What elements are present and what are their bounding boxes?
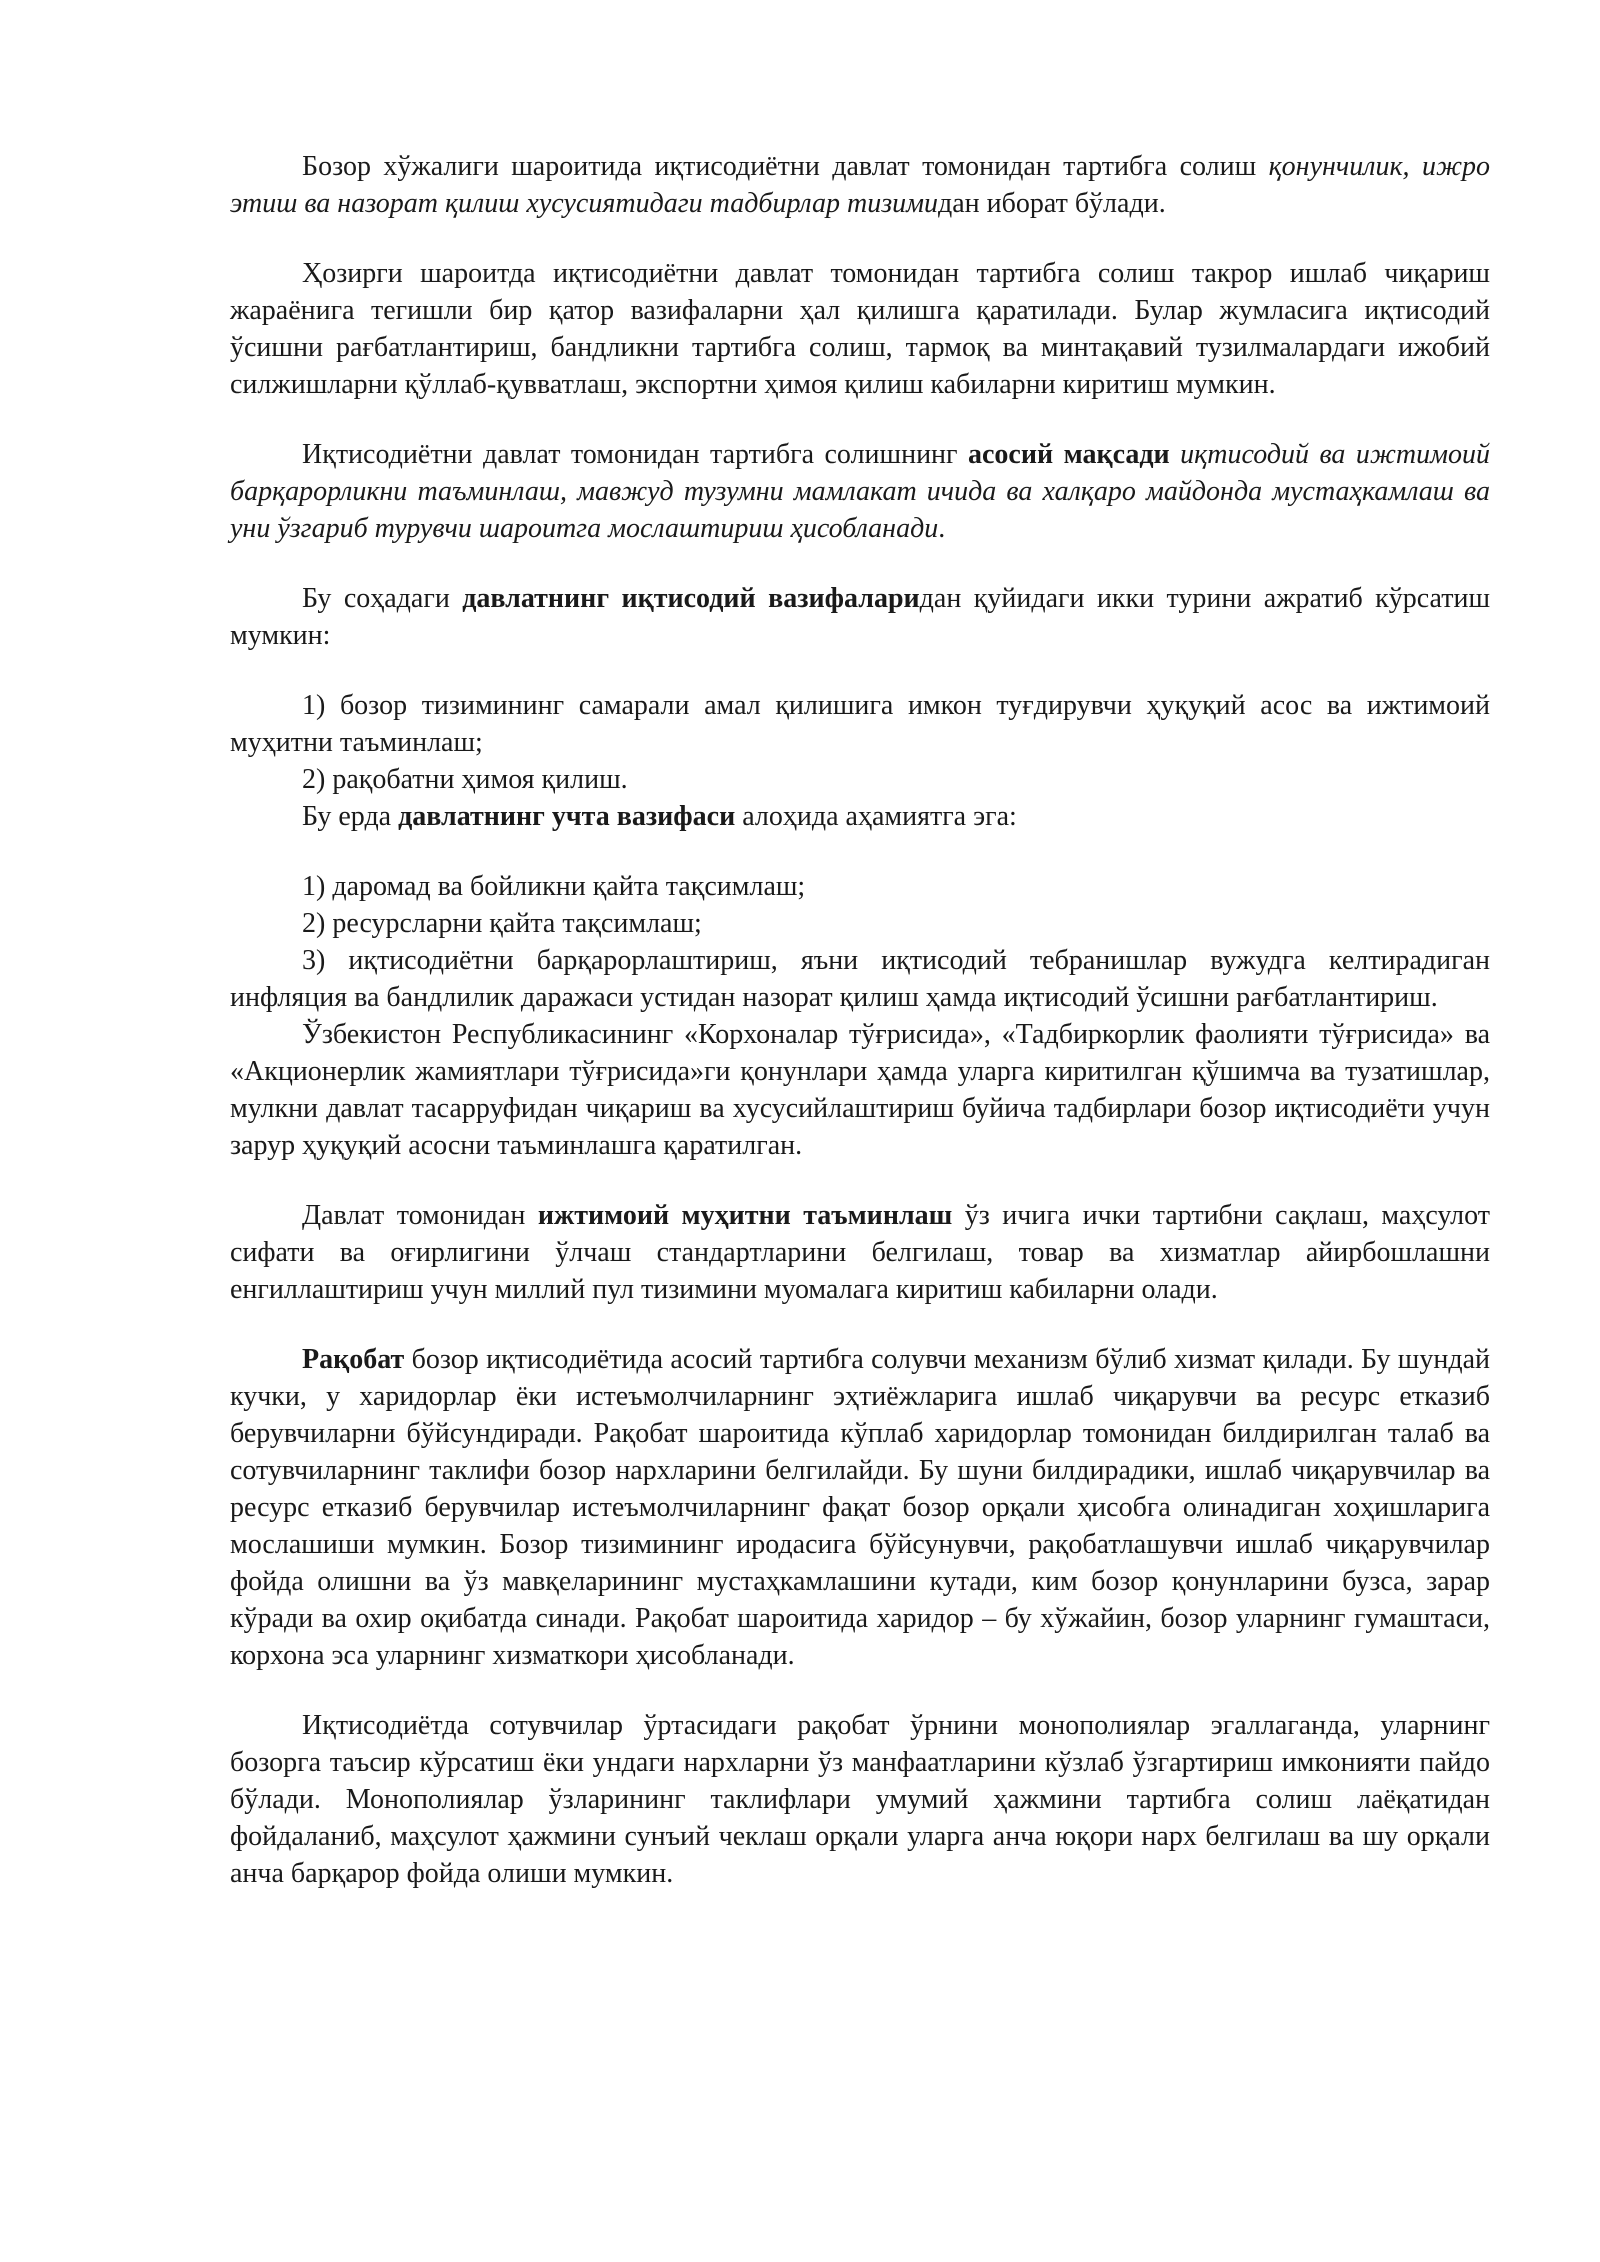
list-1-item-1: 1) бозор тизимининг самарали амал қилишига имкон туғдирувчи ҳуқуқий асос ва ижтимоий муҳитни таъминлаш; [230, 690, 1490, 758]
p8-text-2: бозор иқтисодиётида асосий тартибга солувчи механизм бўлиб хизмат қилади. Бу шундай кучки, у харидорлар ёки истеъмолчиларнинг эҳтиёжларига ишлаб чиқарувчи ва ресурс етказиб берувчиларни бўйсундиради. Рақобат шароитида кўплаб харидорлар томонидан билдирилган талаб ва сотувчиларнинг таклифи бозор нархларини белгилайди. Бу шуни билдирадики, ишлаб чиқарувчилар ва ресурс етказиб берувчилар истеъмолчиларнинг фақат бозор орқали ҳисобга олинадиган хоҳишларига мослашиши мумкин. Бозор тизимининг иродасига бўйсунувчи, рақобатлашувчи ишлаб чиқарувчилар фойда олишни ва ўз мавқеларининг мустаҳкамлашини кутади, ким бозор қонунларини бузса, зарар кўради ва охир оқибатда синади. Рақобат шароитида харидор – бу хўжайин, бозор уларнинг гумаштаси, корхона эса уларнинг хизматкори ҳисобланади. [230, 1344, 1490, 1671]
document-page [230, 148, 1490, 1892]
p5-text-1: Бу ерда [302, 801, 399, 832]
list-2-item-3: 3) иқтисодиётни барқарорлаштириш, яъни иқтисодий тебранишлар вужудга келтирадиган инфляция ва бандлилик даражаси устидан назорат қилиш ҳамда иқтисодий ўсишни рағбатлантириш. [230, 945, 1490, 1013]
list-2-item-2: 2) ресурсларни қайта тақсимлаш; [302, 908, 702, 939]
p3-text-3 [1170, 439, 1180, 470]
p1-italic-text: қонунчилик, ижро этиш ва назорат қилиш хусусиятидаги тадбирлар тизими [230, 151, 1491, 219]
list-1-item-2: 2) рақобатни ҳимоя қилиш. [302, 764, 628, 795]
paragraph-3 [230, 436, 1490, 547]
paragraph-1 [230, 148, 1490, 222]
paragraph-7 [230, 1197, 1490, 1308]
p3-text-1: Иқтисодиётни давлат томонидан тартибга солишнинг [302, 439, 968, 470]
p4-text-1: Бу соҳадаги [302, 583, 463, 614]
paragraph-2: Ҳозирги шароитда иқтисодиётни давлат томонидан тартибга солиш такрор ишлаб чиқариш жараёнига тегишли бир қатор вазифаларни ҳал қилишга қаратилади. Булар жумласига иқтисодий ўсишни рағбатлантириш, бандликни тартибга солиш, тармоқ ва минтақавий тузилмалардаги ижобий силжишларни қўллаб-қувватлаш, экспортни ҳимоя қилиш кабиларни киритиш мумкин. [230, 258, 1490, 400]
p1-text-1: Бозор хўжалиги шароитида иқтисодиётни давлат томонидан тартибга солиш [302, 151, 1269, 182]
p7-text-3: ўз ичига ички тартибни сақлаш, маҳсулот сифати ва оғирлигини ўлчаш стандартларини белгилаш, товар ва хизматлар айирбошлашни енгиллаштириш учун миллий пул тизимини муомалага киритиш кабиларни олади. [230, 1200, 1490, 1305]
p3-italic-text: иқтисодий ва ижтимоий барқарорликни таъминлаш, мавжуд тузумни мамлакат ичида ва халқаро майдонда мустаҳкамлаш ва уни ўзгариб турувчи шароитга мослаштириш ҳисобланади [230, 439, 1491, 544]
p7-bold-text: ижтимоий муҳитни таъминлаш [537, 1200, 953, 1231]
p1-text-3: дан иборат бўлади. [937, 188, 1166, 219]
p3-bold-text: асосий мақсади [968, 439, 1170, 470]
list-2-item-1: 1) даромад ва бойликни қайта тақсимлаш; [302, 871, 806, 902]
p8-bold-text: Рақобат [302, 1344, 405, 1375]
paragraph-8 [230, 1341, 1490, 1674]
p4-text-3: дан қуйидаги икки турини ажратиб кўрсатиш мумкин: [230, 583, 1491, 651]
paragraph-9: Иқтисодиётда сотувчилар ўртасидаги рақобат ўрнини монополиялар эгаллаганда, уларнинг бозорга таъсир кўрсатиш ёки ундаги нархларни ўз манфаатларини кўзлаб ўзгартириш имконияти пайдо бўлади. Монополиялар ўзларининг таклифлари умумий ҳажмини тартибга солиш лаёқатидан фойдаланиб, маҳсулот ҳажмини сунъий чеклаш орқали уларга анча юқори нарх белгилаш ва шу орқали анча барқарор фойда олиши мумкин. [230, 1710, 1490, 1889]
p5-text-3: алоҳида аҳамиятга эга: [735, 801, 1017, 832]
p7-text-1: Давлат томонидан [302, 1200, 538, 1231]
paragraph-6: Ўзбекистон Республикасининг «Корхоналар тўғрисида», «Тадбиркорлик фаолияти тўғрисида» ва «Акционерлик жамиятлари тўғрисида»ги қонунлари ҳамда уларга киритилган қўшимча ва тузатишлар, мулкни давлат тасарруфидан чиқариш ва хусусийлаштириш буйича тадбирлари бозор иқтисодиёти учун зарур ҳуқуқий асосни таъминлашга қаратилган. [230, 1019, 1490, 1161]
paragraph-4 [230, 580, 1490, 654]
p3-text-5: . [938, 513, 946, 544]
p4-bold-text: давлатнинг иқтисодий вазифалари [462, 583, 920, 614]
paragraph-5 [230, 798, 1490, 835]
p5-bold-text: давлатнинг учта вазифаси [398, 801, 736, 832]
